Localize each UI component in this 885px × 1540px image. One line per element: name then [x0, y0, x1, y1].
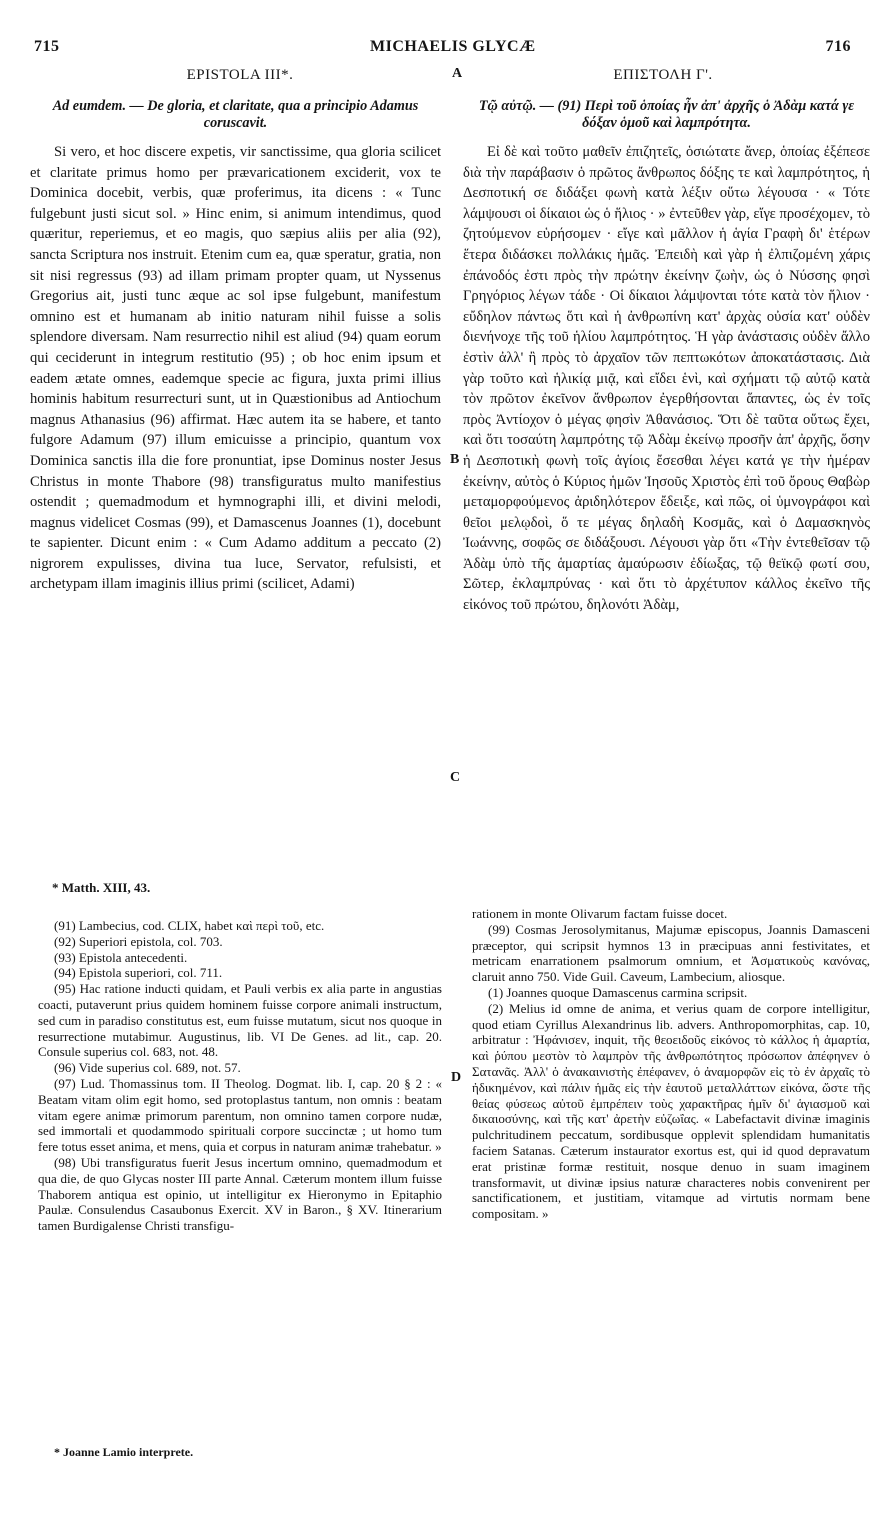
- latin-body: Si vero, et hoc discere expetis, vir sanctissime, qua gloria scilicet et claritate primus homo per prævaricationem exciderit, vox te Dominica docebit, verbis, quæ proferimus, ita dicens : « Tunc fulgebunt justi sicut sol. » Hinc enim, si animum intendimus, quod quæritur, reperiemus, et eo magis, quo sæpius aliis per alia (92), sancta Scriptura nos instruit. Etenim cum ea, quæ speratur, gratia, non sit nisi regressus (93) ad illam primam propter quam, ut Nyssenus Gregorius ait, justi tunc æque ac sol ipse fulgebunt, manifestum omnino est et humanam ab initio naturam nihil fuisse a solis splendore diversam. Nam resurrectio nihil est aliud (94) quam eorum qui ceciderunt in integrum restitutio (95) ; ob hoc enim ipsum et eadem ætate omnes, eademque specie ac figura, juxta primi illius hominis habitum resurrecturi sunt, ut in Quæstionibus ad Antiochum magnus Athanasius (96) affirmat. Hæc autem ita se habere, et tanto fulgore Adamum (97) illum emicuisse a principio, quantum vox Dominica sanctis illa die fore pronuntiat, ipse Dominus noster Jesus Christus in monte Thabore (98) transfiguratus multo manifestius ostendit ; quemadmodum et hymnographi illi, et divini melodi, magnus videlicet Cosmas (99), et Damascenus Joannes (1), docebunt te sapienter. Dicunt enim : « Cum Adamo additum a peccato (2) nigrorem expulisses, divina tua luce, Servator, refulsisti, et archetypam illam imaginis illius primi (scilicet, Adami): [30, 144, 441, 593]
- latin-column: [30, 98, 441, 595]
- footnote: (93) Epistola antecedenti.: [54, 949, 188, 965]
- footnote: (98) Ubi transfiguratus fuerit Jesus incertum omnino, quemadmodum et qua die, de quo Glycas noster III parte Annal. Cæterum montem illum fuisse Thaborem antiqua est opinio, ut intelligitur ex Hieronymo in Epitaphio Paulæ. Consulendus Casaubonus Exercit. XV in Baron., § XV. Itinerarium tamen Burdigalense Christi transfigu-: [38, 1154, 442, 1234]
- footnote: (1) Joannes quoque Damascenus carmina scripsit.: [488, 984, 748, 1000]
- footnote: (94) Epistola superiori, col. 711.: [54, 965, 223, 981]
- latin-letter-title: EPISTOLA III*.: [186, 67, 294, 83]
- latin-subtitle: Ad eumdem. — De gloria, et claritate, qua a principio Adamus coruscavit.: [52, 98, 419, 131]
- margin-letter-a: A: [452, 66, 463, 81]
- notes-right-column: [472, 906, 870, 1222]
- footnote: (91) Lambecius, cod. CLIX, habet καὶ περὶ τοῦ, etc.: [54, 918, 325, 933]
- footnote: (97) Lud. Thomassinus tom. II Theolog. Dogmat. lib. I, cap. 20 § 2 : « Beatam vitam olim egit homo, sed protoplastus tantum, non omnis : beatam vitam egere animæ primorum parentum, non omnino tamen corpore nudæ, sed immortali et quodammodo spirituali corpore succinctæ ; ut homo tum fere totus esset anima, et mens, quia et corpus in naturam animæ trahebatur. »: [38, 1075, 442, 1155]
- margin-letter-c: C: [450, 770, 461, 785]
- margin-letter-b: B: [450, 452, 460, 467]
- notes-left-column: [38, 918, 442, 1234]
- running-title: MICHAELIS GLYCÆ: [370, 38, 536, 55]
- greek-column: [463, 98, 870, 616]
- footnote: (92) Superiori epistola, col. 703.: [54, 933, 223, 949]
- translator-note: * Joanne Lamio interprete.: [54, 1445, 194, 1459]
- footnote: rationem in monte Olivarum factam fuisse docet.: [472, 906, 728, 921]
- footnote: (2) Melius id omne de anima, et verius quam de corpore intelligitur, quod etiam Cyrillus Alexandrinus lib. advers. Anthropomorphitas, cap. 10, arbitratur : Ἠφάνισεν, inquit, τῆς θεοειδοῦς εἰκόνος τὸ κάλλος ἡ ἁμαρτία, καὶ ῥύπου μεστὸν τὸ λαμπρὸν τῆς ἀνθρωπότητος πρόσωπον ἀπέφηνεν ὁ Σατανᾶς. Ἀλλ' ὁ ἀνακαινιστὴς ἐπέφανεν, ὁ ἀναμορφῶν εἰς τὸ ἐν ἀρχαῖς τὸ ἠδικημένον, καὶ πάλιν ἡμᾶς εἰς τὴν ἑαυτοῦ μεταλλάττων εἰκόνα, ὥστε τῆς θείας φύσεως αὐτοῦ ἐμπρέπειν τοὺς χαρακτῆρας ἡμῖν δι' ἁγιασμοῦ καὶ δικαιοσύνης, καὶ τῆς κατ' ἀρετὴν εὐζωΐας. « Labefactavit divinæ imaginis pulchritudinem peccatum, sordibusque opplevit splendidam humanitatis faciem Satanas. Cæterum instaurator exortus est, qui id quod depravatum erat pristinæ formæ restituit, nosque denuo in suam imaginem transformavit, ut divinæ ipsius naturæ characteres nobis convenirent per sanctificationem, et justitiam, vitamque ad virtutis normam bene compositam. »: [472, 1000, 870, 1222]
- page-number-right: 716: [825, 38, 851, 55]
- footnote: (96) Vide superius col. 689, not. 57.: [54, 1060, 241, 1076]
- greek-letter-title: ΕΠΙΣΤΟΛΗ Γ'.: [613, 67, 713, 83]
- footnote: (99) Cosmas Jerosolymitanus, Majumæ episcopus, Joannis Damasceni præceptor, qui scripsit hymnos 13 in præcipuas anni festivitates, et metricam enarrationem psalmorum omnium, et Ἀσματικοὺς κανόνας, claruit anno 750. Vide Guil. Caveum, Lambecium, aliosque.: [472, 921, 870, 985]
- margin-letter-d: D: [451, 1070, 462, 1085]
- page-number-left: 715: [34, 38, 60, 55]
- scripture-footnote: * Matth. XIII, 43.: [52, 880, 151, 895]
- footnote: (95) Hac ratione inducti quidam, et Pauli verbis ex alia parte in angustias coacti, putaverunt prius quidem hominem fuisse corpore animali instructum, sed cum in paradiso constitutus est, eum fuisse mutatum, sicut nos quoque in resurrectione mutabimur. Augustinus, lib. VI De Genes. ad lit., cap. 20. Consule superius col. 683, not. 48.: [38, 981, 442, 1060]
- greek-subtitle: Τῷ αὐτῷ. — (91) Περὶ τοῦ ὁποίας ἦν ἀπ' ἀρχῆς ὁ Ἀδὰμ κατά γε δόξαν ὁμοῦ καὶ λαμπρότητα.: [478, 98, 855, 131]
- greek-body: Εἰ δὲ καὶ τοῦτο μαθεῖν ἐπιζητεῖς, ὁσιώτατε ἄνερ, ὁποίας ἐξέπεσε διὰ τὴν παράβασιν ὁ πρῶτος ἄνθρωπος δόξης τε καὶ λαμπρότητος, ἡ Δεσποτική σε διδάξει φωνὴ κατὰ λέξιν οὕτω λέγουσα · « Τότε λάμψουσι οἱ δίκαιοι ὡς ὁ ἥλιος · » ἐντεῦθεν γὰρ, εἴγε προσέχομεν, τὸ ζητούμενον εὑρήσομεν · εἴγε καὶ μᾶλλον ἡ ἁγία Γραφὴ δι' ἑτέρων ἕτερα διδάσκει πολλάκις ἡμᾶς. Ἐπειδὴ καὶ γὰρ ἡ ἐλπιζομένη χάρις ἐπάνοδός ἐστι πρὸς τὴν πρώτην ἐκείνην ζωὴν, ὡς ὁ Νύσσης φησὶ Γρηγόριος λέγων τάδε · Οἱ δίκαιοι λάμψονται τότε κατὰ τὸν ἥλιον · εὔδηλον πάντως ὅτι καὶ ἡ ἀνθρωπίνη κατ' ἀρχὰς οὐσία κατ' οὐδὲν διενήνοχε τῆς τοῦ ἡλίου λαμπρότητος. Ἡ γὰρ ἀνάστασις οὐδὲν ἄλλο ἐστὶν ἀλλ' ἢ πρὸς τὸ ἀρχαῖον τῶν πεπτωκότων ἀποκατάστασις. Διὰ γὰρ τοῦτο καὶ ἡλικίᾳ μιᾷ, καὶ εἴδει ἑνὶ, καὶ σχήματι τῷ αὐτῷ κατὰ τὸν πρῶτον ἐκεῖνον ἄνθρωπον ἐγερθήσονται ἅπαντες, ὡς ἐν τοῖς πρὸς Ἀντίοχον ὁ μέγας φησὶν Ἀθανάσιος. Ὅτι δὲ ταῦτα οὕτως ἔχει, καὶ ὅτι τοσαύτη λαμπρότης τῷ Ἀδὰμ ἐκείνῳ προσῆν ἀπ' ἀρχῆς, ὅσην ἡ Δεσποτικὴ φωνὴ τοῖς ἁγίοις ἔσεσθαι λέγει κατά γε τὴν ἡμέραν ἐκείνην, αὐτὸς ὁ Κύριος ἡμῶν Ἰησοῦς Χριστὸς ἐπὶ τοῦ ὄρους Θαβὼρ μεταμορφούμενος ἀριδηλότερον ἔδειξε, καὶ πῶς, οἱ ὑμνογράφοι καὶ θεῖοι μελῳδοὶ, ὅ τε μέγας δηλαδὴ Κοσμᾶς, καὶ ὁ Δαμασκηνὸς Ἰωάννης, σοφῶς σε διδάξουσι. Λέγουσι γὰρ ὅτι «Τὴν ἐντεθεῖσαν τῷ Ἀδὰμ ὑπὸ τῆς ἁμαρτίας ἀμαύρωσιν ἐδίωξας, τῷ θεϊκῷ φωτί σου, Σῶτερ, ἐκλαμπρύνας · καὶ ὅτι τὸ ἀρχέτυπον κάλλος ἐκεῖνο τῆς εἰκόνος τοῦ πρώτου, δηλονότι Ἀδὰμ,: [463, 144, 870, 614]
